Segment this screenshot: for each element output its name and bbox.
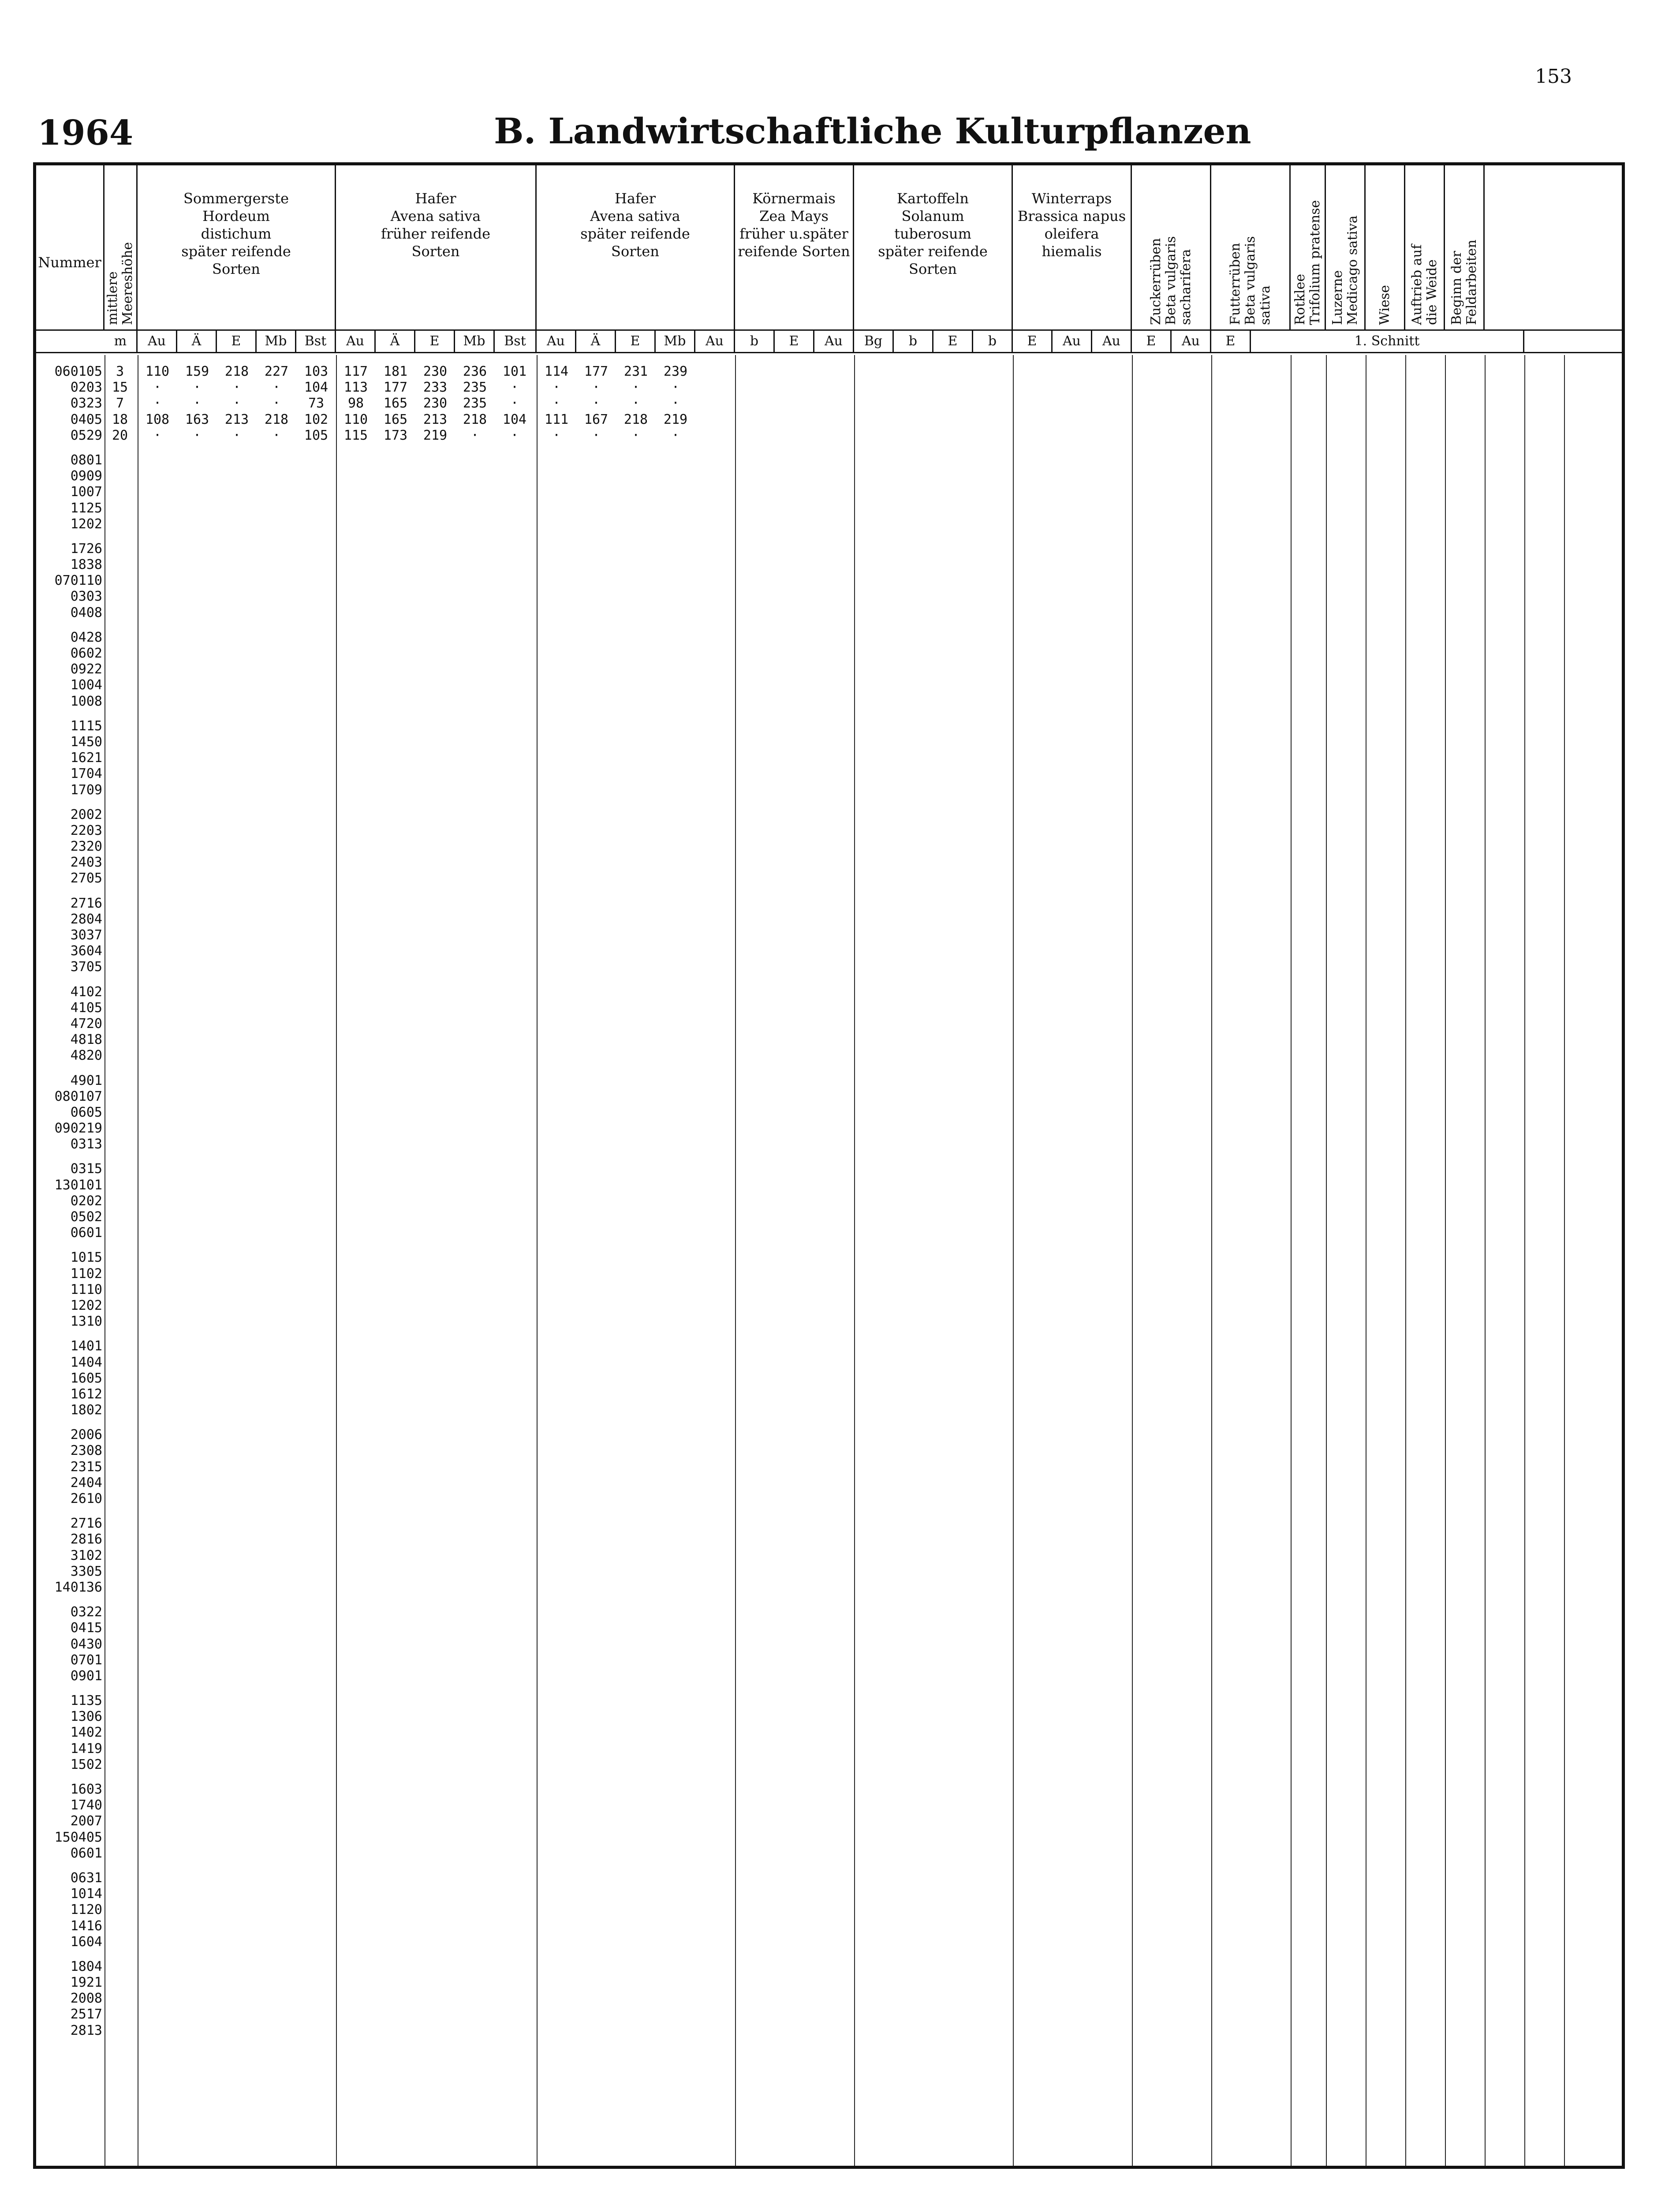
group-gap bbox=[36, 1684, 102, 1693]
nummer-cell: 3705 bbox=[70, 959, 102, 975]
nummer-cell: 0313 bbox=[70, 1136, 102, 1152]
value-cell: 239 bbox=[663, 364, 688, 379]
nummer-cell: 0203 bbox=[70, 380, 102, 396]
value-cell: 231 bbox=[623, 364, 648, 379]
nummer-cell: 2716 bbox=[70, 1516, 102, 1532]
nummer-cell: 1115 bbox=[70, 718, 102, 734]
value-cell: · bbox=[592, 396, 601, 411]
header-group-2-title: Hafer Avena sativa früher reifende Sorten bbox=[381, 190, 491, 260]
value-cell: 218 bbox=[224, 364, 249, 379]
nummer-cell: 2813 bbox=[70, 2022, 102, 2038]
value-cell: 177 bbox=[584, 364, 609, 379]
subheader-cell: b bbox=[973, 331, 1013, 352]
group-gap bbox=[36, 1064, 102, 1073]
nummer-cell: 0405 bbox=[70, 411, 102, 427]
subheader-cell: E bbox=[1132, 331, 1172, 352]
group-gap bbox=[36, 532, 102, 541]
header-meereshoehe bbox=[105, 165, 138, 329]
header-subrow bbox=[36, 329, 1622, 353]
group-gap bbox=[36, 1507, 102, 1516]
nummer-cell: 0601 bbox=[70, 1845, 102, 1861]
group-gap bbox=[36, 1773, 102, 1782]
nummer-cell: 4820 bbox=[70, 1048, 102, 1064]
column-divider bbox=[1445, 355, 1446, 2169]
page-number: 153 bbox=[1535, 65, 1572, 88]
value-cell: · bbox=[193, 396, 202, 411]
nummer-cell: 1802 bbox=[70, 1402, 102, 1418]
value-cell: 218 bbox=[463, 411, 487, 427]
group-gap bbox=[36, 2039, 102, 2048]
subheader-cell: E bbox=[1211, 331, 1251, 352]
header-zuckerrueben bbox=[1132, 165, 1211, 329]
nummer-cell: 2008 bbox=[70, 1991, 102, 2007]
header-futterrueben bbox=[1211, 165, 1291, 329]
nummer-cell: 1404 bbox=[70, 1354, 102, 1370]
value-cell: 235 bbox=[463, 396, 487, 411]
value-cell: 104 bbox=[502, 411, 527, 427]
value-cell: 173 bbox=[383, 427, 408, 443]
value-cell: 230 bbox=[423, 364, 448, 379]
value-cell: 218 bbox=[264, 411, 289, 427]
value-cell: · bbox=[153, 396, 162, 411]
value-cell: 218 bbox=[623, 411, 648, 427]
nummer-cell: 0408 bbox=[70, 605, 102, 620]
table-row bbox=[36, 428, 742, 444]
value-cell: 233 bbox=[423, 380, 448, 396]
group-gap bbox=[36, 1861, 102, 1870]
value-cell: 110 bbox=[145, 364, 170, 379]
value-cell: 165 bbox=[383, 411, 408, 427]
nummer-cell: 2006 bbox=[70, 1427, 102, 1443]
nummer-cell: 1015 bbox=[70, 1250, 102, 1266]
group-gap bbox=[36, 1950, 102, 1959]
nummer-cell: 060105 bbox=[54, 364, 102, 379]
table-row bbox=[36, 380, 742, 396]
value-cell: · bbox=[631, 427, 640, 443]
value-cell: 114 bbox=[544, 364, 569, 379]
value-cell: · bbox=[153, 427, 162, 443]
group-gap bbox=[36, 710, 102, 718]
value-cell: 159 bbox=[185, 364, 209, 379]
table-row bbox=[36, 364, 742, 380]
column-divider bbox=[1291, 355, 1292, 2169]
value-cell: · bbox=[592, 380, 601, 396]
column-divider bbox=[1405, 355, 1406, 2169]
value-cell: · bbox=[232, 427, 241, 443]
subheader-cell: Ä bbox=[177, 331, 217, 352]
header-feldarbeiten bbox=[1445, 165, 1485, 329]
nummer-cell: 1401 bbox=[70, 1338, 102, 1354]
value-cell: · bbox=[232, 380, 241, 396]
subheader-cell: Au bbox=[1172, 331, 1211, 352]
group-gap bbox=[36, 887, 102, 896]
value-cell: 213 bbox=[423, 411, 448, 427]
subheader-cell: Bst bbox=[296, 331, 336, 352]
subheader-cell: b bbox=[894, 331, 933, 352]
nummer-cell: 1419 bbox=[70, 1741, 102, 1757]
subheader-cell: E bbox=[775, 331, 814, 352]
nummer-column bbox=[36, 364, 102, 2048]
nummer-cell: 2816 bbox=[70, 1532, 102, 1547]
nummer-cell: 1416 bbox=[70, 1918, 102, 1934]
nummer-cell: 150405 bbox=[54, 1829, 102, 1845]
header-group-2 bbox=[336, 165, 537, 329]
value-cell: · bbox=[193, 427, 202, 443]
nummer-cell: 0631 bbox=[70, 1870, 102, 1886]
value-cell: 236 bbox=[463, 364, 487, 379]
value-cell: · bbox=[272, 396, 281, 411]
nummer-cell: 2517 bbox=[70, 2007, 102, 2022]
nummer-cell: 0315 bbox=[70, 1161, 102, 1177]
nummer-cell: 2403 bbox=[70, 855, 102, 871]
meereshoehe-cell: 15 bbox=[112, 380, 128, 396]
header-zuckerrueben-label: Zuckerrüben Beta vulgaris sacharifera bbox=[1148, 236, 1194, 325]
nummer-cell: 090219 bbox=[54, 1121, 102, 1136]
nummer-cell: 1014 bbox=[70, 1886, 102, 1902]
value-cell: · bbox=[232, 396, 241, 411]
subheader-cell: Mb bbox=[455, 331, 495, 352]
value-cell: 73 bbox=[308, 396, 325, 411]
nummer-cell: 1704 bbox=[70, 766, 102, 782]
value-cell: 110 bbox=[343, 411, 368, 427]
nummer-cell: 1402 bbox=[70, 1725, 102, 1741]
nummer-cell: 1120 bbox=[70, 1902, 102, 1918]
subheader-cell: E bbox=[1013, 331, 1053, 352]
nummer-cell: 1008 bbox=[70, 693, 102, 709]
nummer-cell: 2716 bbox=[70, 895, 102, 911]
value-cell: · bbox=[552, 427, 561, 443]
subheader-cell: Au bbox=[138, 331, 177, 352]
nummer-cell: 2610 bbox=[70, 1491, 102, 1506]
nummer-cell: 0601 bbox=[70, 1225, 102, 1241]
value-cell: 98 bbox=[347, 396, 364, 411]
subheader-cell: 1. Schnitt bbox=[1251, 331, 1524, 352]
subheader-cell: Au bbox=[1092, 331, 1132, 352]
value-cell: 227 bbox=[264, 364, 289, 379]
header-group-5 bbox=[854, 165, 1013, 329]
nummer-cell: 4102 bbox=[70, 984, 102, 1000]
value-cell: 101 bbox=[502, 364, 527, 379]
header-luzerne-label: Luzerne Medicago sativa bbox=[1329, 215, 1360, 325]
nummer-cell: 2203 bbox=[70, 822, 102, 838]
table-body bbox=[36, 355, 1622, 2169]
value-cell: · bbox=[470, 427, 479, 443]
nummer-cell: 2804 bbox=[70, 911, 102, 927]
nummer-cell: 3102 bbox=[70, 1547, 102, 1563]
nummer-cell: 1605 bbox=[70, 1370, 102, 1386]
header-group-5-title: Kartoffeln Solanum tuberosum später reifende Sorten bbox=[878, 190, 988, 277]
value-cell: · bbox=[552, 380, 561, 396]
subheader-cell: Au bbox=[814, 331, 854, 352]
nummer-cell: 2315 bbox=[70, 1459, 102, 1475]
value-cell: 117 bbox=[343, 364, 368, 379]
nummer-cell: 4818 bbox=[70, 1032, 102, 1048]
value-cell: 230 bbox=[423, 396, 448, 411]
nummer-cell: 0909 bbox=[70, 468, 102, 484]
header-luzerne bbox=[1326, 165, 1366, 329]
column-divider bbox=[1564, 355, 1565, 2169]
nummer-cell: 2404 bbox=[70, 1475, 102, 1491]
nummer-cell: 1709 bbox=[70, 782, 102, 798]
value-cell: 167 bbox=[584, 411, 609, 427]
value-cell: 177 bbox=[383, 380, 408, 396]
value-cell: 108 bbox=[145, 411, 170, 427]
nummer-cell: 070110 bbox=[54, 573, 102, 589]
header-meereshoehe-label: mittlere Meereshöhe bbox=[105, 242, 135, 325]
value-cell: · bbox=[671, 396, 680, 411]
nummer-cell: 1740 bbox=[70, 1798, 102, 1813]
value-cell: · bbox=[671, 427, 680, 443]
subheader-cell: Bst bbox=[495, 331, 537, 352]
nummer-cell: 1202 bbox=[70, 1297, 102, 1313]
header-futterrueben-label: Futterrüben Beta vulgaris sativa bbox=[1227, 236, 1273, 325]
nummer-cell: 1135 bbox=[70, 1693, 102, 1709]
nummer-cell: 4720 bbox=[70, 1016, 102, 1031]
nummer-cell: 0502 bbox=[70, 1209, 102, 1225]
nummer-cell: 1004 bbox=[70, 677, 102, 693]
group-gap bbox=[36, 1418, 102, 1427]
nummer-cell: 2308 bbox=[70, 1443, 102, 1459]
year-label: 1964 bbox=[37, 113, 134, 153]
value-cell: 115 bbox=[343, 427, 368, 443]
subheader-cell: Au bbox=[336, 331, 376, 352]
nummer-cell: 4901 bbox=[70, 1073, 102, 1088]
nummer-cell: 1125 bbox=[70, 500, 102, 516]
group-gap bbox=[36, 1152, 102, 1161]
nummer-cell: 1310 bbox=[70, 1314, 102, 1330]
header-rotklee bbox=[1291, 165, 1326, 329]
value-cell: · bbox=[631, 380, 640, 396]
subheader-cell: b bbox=[735, 331, 775, 352]
value-cell: · bbox=[272, 380, 281, 396]
nummer-cell: 1502 bbox=[70, 1757, 102, 1772]
column-divider bbox=[1013, 355, 1014, 2169]
group-gap bbox=[36, 975, 102, 984]
value-cell: 213 bbox=[224, 411, 249, 427]
value-cell: 111 bbox=[544, 411, 569, 427]
nummer-cell: 2007 bbox=[70, 1813, 102, 1829]
header-wiese bbox=[1366, 165, 1405, 329]
value-cell: 104 bbox=[304, 380, 329, 396]
header-group-1-title: Sommergerste Hordeum distichum später reifende Sorten bbox=[181, 190, 291, 277]
subheader-cell: Bg bbox=[854, 331, 894, 352]
group-gap bbox=[36, 1596, 102, 1604]
column-divider bbox=[1211, 355, 1212, 2169]
meereshoehe-cell: 20 bbox=[112, 427, 128, 443]
header-rotklee-label: Rotklee Trifolium pratense bbox=[1292, 200, 1323, 325]
header-group-6-title: Winterraps Brassica napus oleifera hiemalis bbox=[1017, 190, 1126, 260]
nummer-cell: 0701 bbox=[70, 1652, 102, 1668]
subheader-cell: E bbox=[415, 331, 455, 352]
nummer-cell: 1921 bbox=[70, 1975, 102, 1991]
value-cell: 102 bbox=[304, 411, 329, 427]
nummer-cell: 1804 bbox=[70, 1958, 102, 1974]
nummer-cell: 0430 bbox=[70, 1636, 102, 1652]
nummer-cell: 1838 bbox=[70, 557, 102, 573]
value-cell: · bbox=[153, 380, 162, 396]
subheader-cell: E bbox=[217, 331, 257, 352]
nummer-cell: 0428 bbox=[70, 629, 102, 645]
nummer-cell: 0901 bbox=[70, 1668, 102, 1684]
nummer-cell: 1726 bbox=[70, 541, 102, 557]
column-divider bbox=[735, 355, 736, 2169]
table-header bbox=[36, 165, 1622, 329]
header-group-3-title: Hafer Avena sativa später reifende Sorten bbox=[580, 190, 690, 260]
header-nummer bbox=[36, 165, 105, 329]
nummer-cell: 1110 bbox=[70, 1282, 102, 1297]
group-gap bbox=[36, 1330, 102, 1338]
value-cell: · bbox=[671, 380, 680, 396]
group-gap bbox=[36, 621, 102, 630]
nummer-cell: 0322 bbox=[70, 1604, 102, 1620]
header-group-4 bbox=[735, 165, 854, 329]
column-divider bbox=[336, 355, 337, 2169]
header-feldarbeiten-label: Beginn der Feldarbeiten bbox=[1449, 239, 1479, 325]
subheader-cell: Au bbox=[695, 331, 735, 352]
column-divider bbox=[537, 355, 538, 2169]
meereshoehe-cell: 3 bbox=[116, 364, 124, 379]
nummer-cell: 4105 bbox=[70, 1000, 102, 1016]
nummer-cell: 0922 bbox=[70, 662, 102, 677]
column-divider bbox=[1485, 355, 1486, 2169]
value-cell: 105 bbox=[304, 427, 329, 443]
table-row bbox=[36, 412, 742, 428]
value-cell: 181 bbox=[383, 364, 408, 379]
nummer-cell: 1450 bbox=[70, 734, 102, 750]
value-cell: · bbox=[510, 427, 519, 443]
header-group-4-title: Körnermais Zea Mays früher u.später reifende Sorten bbox=[738, 190, 850, 260]
subheader-cell: Au bbox=[537, 331, 576, 352]
subheader-cell: Ä bbox=[376, 331, 415, 352]
value-cell: 163 bbox=[185, 411, 209, 427]
nummer-cell: 1612 bbox=[70, 1386, 102, 1402]
nummer-cell: 1306 bbox=[70, 1709, 102, 1725]
nummer-cell: 1621 bbox=[70, 750, 102, 766]
value-cell: · bbox=[552, 396, 561, 411]
nummer-cell: 3037 bbox=[70, 927, 102, 943]
nummer-cell: 0303 bbox=[70, 589, 102, 605]
value-cell: · bbox=[510, 396, 519, 411]
subheader-cell: E bbox=[933, 331, 973, 352]
nummer-cell: 1102 bbox=[70, 1266, 102, 1282]
subheader-cell: Ä bbox=[576, 331, 616, 352]
nummer-cell: 3305 bbox=[70, 1563, 102, 1579]
value-cell: 113 bbox=[343, 380, 368, 396]
nummer-cell: 140136 bbox=[54, 1579, 102, 1595]
group-gap bbox=[36, 1241, 102, 1250]
value-cell: 219 bbox=[423, 427, 448, 443]
table-row bbox=[36, 396, 742, 411]
column-divider bbox=[854, 355, 855, 2169]
subheader-cell: Mb bbox=[656, 331, 695, 352]
column-divider bbox=[1524, 355, 1525, 2169]
nummer-cell: 080107 bbox=[54, 1088, 102, 1104]
value-cell: 165 bbox=[383, 396, 408, 411]
nummer-cell: 0801 bbox=[70, 452, 102, 468]
header-group-3 bbox=[537, 165, 735, 329]
nummer-cell: 0323 bbox=[70, 396, 102, 411]
nummer-cell: 2002 bbox=[70, 807, 102, 822]
value-cell: · bbox=[510, 380, 519, 396]
page-title: B. Landwirtschaftliche Kulturpflanzen bbox=[494, 110, 1251, 152]
value-cell: · bbox=[631, 396, 640, 411]
header-auftrieb bbox=[1405, 165, 1445, 329]
value-cell: 219 bbox=[663, 411, 688, 427]
nummer-cell: 1603 bbox=[70, 1782, 102, 1797]
nummer-cell: 130101 bbox=[54, 1177, 102, 1193]
group-gap bbox=[36, 798, 102, 807]
header-auftrieb-label: Auftrieb auf die Weide bbox=[1409, 244, 1440, 325]
nummer-cell: 0602 bbox=[70, 646, 102, 661]
nummer-cell: 1604 bbox=[70, 1934, 102, 1950]
nummer-cell: 2320 bbox=[70, 839, 102, 855]
group-gap bbox=[36, 444, 102, 452]
subheader-cell: m bbox=[105, 331, 138, 352]
subheader-cell: Mb bbox=[257, 331, 296, 352]
value-cell: · bbox=[193, 380, 202, 396]
meereshoehe-cell: 7 bbox=[116, 396, 124, 411]
value-cell: · bbox=[592, 427, 601, 443]
nummer-cell: 0605 bbox=[70, 1104, 102, 1120]
header-wiese-label: Wiese bbox=[1377, 285, 1393, 325]
header-group-1 bbox=[138, 165, 336, 329]
column-divider bbox=[1132, 355, 1133, 2169]
header-group-6 bbox=[1013, 165, 1132, 329]
subheader-cell: Au bbox=[1053, 331, 1092, 352]
value-cell: 103 bbox=[304, 364, 329, 379]
nummer-cell: 2705 bbox=[70, 871, 102, 886]
nummer-cell: 0415 bbox=[70, 1620, 102, 1636]
value-cell: · bbox=[272, 427, 281, 443]
value-cell: 235 bbox=[463, 380, 487, 396]
subheader-cell: E bbox=[616, 331, 656, 352]
nummer-cell: 1007 bbox=[70, 484, 102, 500]
nummer-cell: 0202 bbox=[70, 1193, 102, 1209]
nummer-cell: 1202 bbox=[70, 516, 102, 532]
column-divider bbox=[1326, 355, 1327, 2169]
meereshoehe-cell: 18 bbox=[112, 411, 128, 427]
nummer-cell: 3604 bbox=[70, 943, 102, 959]
nummer-cell: 0529 bbox=[70, 427, 102, 443]
header-nummer-label: Nummer bbox=[38, 254, 101, 271]
data-table bbox=[33, 162, 1625, 2169]
